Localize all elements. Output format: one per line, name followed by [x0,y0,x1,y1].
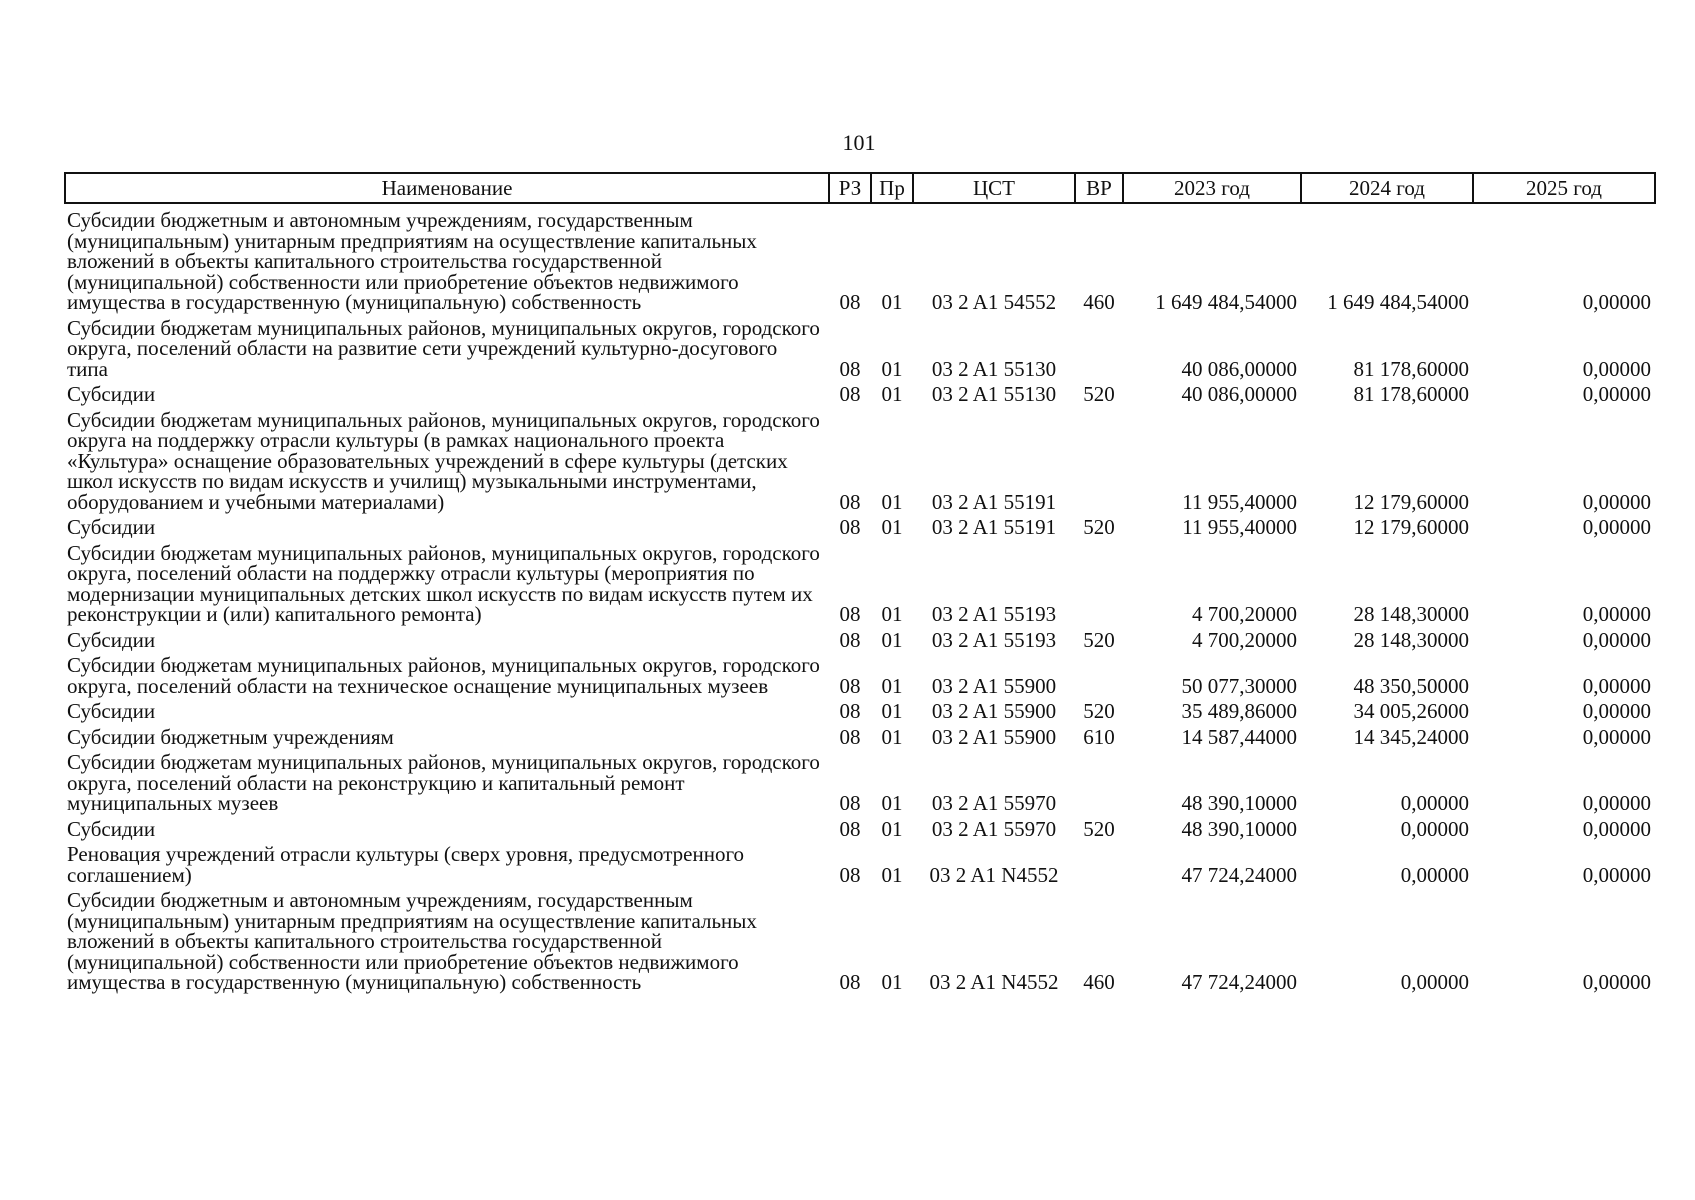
row-cst: 03 2 A1 55193 [931,627,1057,652]
row-vr: 520 [1083,627,1115,652]
row-cst: 03 2 A1 55970 [931,791,1057,815]
row-vr [1075,318,1123,385]
row-cst: 03 2 A1 55130 [931,356,1057,381]
row-2023: 40 086,00000 [1181,356,1297,381]
table-row [65,701,1655,727]
row-2024: 0,00000 [1400,970,1469,994]
row-cst: 03 2 A1 54552 [931,290,1057,314]
row-2025: 0,00000 [1582,673,1651,698]
row-name: Субсидии бюджетным и автономным учреждениям, государственным (муниципальным) унитарным предприятиям на осуществление капитальных вложений в объекты капитального строительства государственной (муниципальной) собственности или приобретение объектов недвижимого имущества в государственную (муниципальную) собственность [67,888,757,994]
row-pr: 01 [881,290,903,314]
header-pr: Пр [871,173,913,203]
table-row [65,543,1655,630]
row-2024: 12 179,60000 [1353,515,1469,539]
row-pr: 01 [881,382,903,406]
row-cst: 03 2 A1 55191 [931,489,1057,514]
row-2024: 34 005,26000 [1353,699,1469,723]
row-pr: 01 [881,699,903,723]
page-number: 101 [842,130,876,155]
row-vr: 610 [1083,724,1115,749]
row-name: Реновация учреждений отрасли культуры (сверх уровня, предусмотренного соглашением) [67,842,745,887]
row-2024: 81 178,60000 [1353,382,1469,406]
row-pr: 01 [881,862,903,887]
row-rz: 08 [839,602,861,626]
row-rz: 08 [839,970,861,994]
row-2024: 0,00000 [1400,816,1469,841]
row-2024: 0,00000 [1400,862,1469,887]
row-2025: 0,00000 [1582,290,1651,314]
row-rz: 08 [839,515,861,539]
row-pr: 01 [881,791,903,815]
row-rz: 08 [839,489,861,514]
row-2025: 0,00000 [1582,699,1651,723]
row-rz: 08 [839,699,861,723]
row-pr: 01 [881,515,903,539]
row-2023: 47 724,24000 [1181,970,1297,994]
row-2024: 12 179,60000 [1353,489,1469,514]
header-2024: 2024 год [1301,173,1473,203]
row-vr: 460 [1083,970,1115,994]
header-cst: ЦСТ [913,173,1075,203]
budget-table [64,172,1656,998]
row-2023: 48 390,10000 [1181,791,1297,815]
row-2025: 0,00000 [1582,602,1651,626]
row-2023: 35 489,86000 [1181,699,1297,723]
row-pr: 01 [881,673,903,698]
table-row [65,318,1655,385]
table-row [65,203,1655,318]
row-name: Субсидии бюджетным и автономным учреждениям, государственным (муниципальным) унитарным предприятиям на осуществление капитальных вложений в объекты капитального строительства государственной (муниципальной) собственности или приобретение объектов недвижимого имущества в государственную (муниципальную) собственность [67,208,757,314]
row-name: Субсидии бюджетам муниципальных районов, муниципальных округов, городского округа, поселений области на реконструкцию и капитальный ремонт муниципальных музеев [67,750,820,815]
row-2025: 0,00000 [1582,970,1651,994]
row-rz: 08 [839,290,861,314]
row-vr: 520 [1083,816,1115,841]
row-rz: 08 [839,356,861,381]
row-2025: 0,00000 [1582,515,1651,539]
row-name: Субсидии бюджетным учреждениям [67,724,394,749]
row-2023: 50 077,30000 [1181,673,1297,698]
row-vr: 520 [1083,382,1115,406]
row-vr: 460 [1083,290,1115,314]
row-2023: 11 955,40000 [1182,489,1297,514]
row-2025: 0,00000 [1582,791,1651,815]
row-pr: 01 [881,970,903,994]
row-cst: 03 2 A1 55900 [931,673,1057,698]
row-2023: 14 587,44000 [1181,724,1297,749]
table-row [65,630,1655,656]
table-row [65,410,1655,518]
header-name: Наименование [65,173,829,203]
row-2023: 1 649 484,54000 [1155,290,1297,314]
row-2024: 14 345,24000 [1353,724,1469,749]
header-2023: 2023 год [1123,173,1301,203]
row-name: Субсидии [67,382,156,406]
header-rz: РЗ [829,173,871,203]
row-pr: 01 [881,816,903,841]
row-2025: 0,00000 [1582,627,1651,652]
row-cst: 03 2 A1 N4552 [929,970,1059,994]
row-cst: 03 2 A1 55900 [931,724,1057,749]
header-vr: ВР [1075,173,1123,203]
table-row [65,517,1655,543]
row-cst: 03 2 A1 55900 [931,699,1057,723]
row-2024: 1 649 484,54000 [1327,290,1469,314]
row-name: Субсидии [67,515,156,539]
row-name: Субсидии бюджетам муниципальных районов, муниципальных округов, городского округа на поддержку отрасли культуры (в рамках национального проекта «Культура» оснащение образовательных учреждений в сфере культуры (детских школ искусств по видам искусств и училищ) музыкальными инструментами, оборудованием и учебными материалами) [67,407,820,514]
row-pr: 01 [881,489,903,514]
table-row [65,752,1655,819]
row-2024: 48 350,50000 [1353,673,1469,698]
row-vr: 520 [1083,515,1115,539]
row-2025: 0,00000 [1582,382,1651,406]
row-vr: 520 [1083,699,1115,723]
row-2024: 28 148,30000 [1353,627,1469,652]
row-2023: 40 086,00000 [1181,382,1297,406]
row-cst: 03 2 A1 55191 [931,515,1057,539]
table-row [65,844,1655,890]
row-rz: 08 [839,724,861,749]
row-2025: 0,00000 [1582,862,1651,887]
row-rz: 08 [839,673,861,698]
row-cst: 03 2 A1 55130 [931,382,1057,406]
row-vr [1075,410,1123,518]
row-2024: 28 148,30000 [1353,602,1469,626]
row-vr [1075,655,1123,701]
row-cst: 03 2 A1 55193 [931,602,1057,626]
row-2025: 0,00000 [1582,356,1651,381]
row-rz: 08 [839,862,861,887]
row-2024: 0,00000 [1400,791,1469,815]
row-name: Субсидии [67,699,156,723]
row-2023: 11 955,40000 [1182,515,1297,539]
row-pr: 01 [881,627,903,652]
row-name: Субсидии бюджетам муниципальных районов, муниципальных округов, городского округа, поселений области на развитие сети учреждений культурно-досугового типа [67,315,820,381]
row-2023: 4 700,20000 [1192,627,1297,652]
row-name: Субсидии [67,627,156,652]
row-rz: 08 [839,816,861,841]
row-vr [1075,752,1123,819]
row-2025: 0,00000 [1582,489,1651,514]
row-rz: 08 [839,627,861,652]
row-pr: 01 [881,724,903,749]
table-row [65,727,1655,753]
row-2024: 81 178,60000 [1353,356,1469,381]
table-row [65,655,1655,701]
row-rz: 08 [839,791,861,815]
row-name: Субсидии [67,816,156,841]
row-2025: 0,00000 [1582,816,1651,841]
row-rz: 08 [839,382,861,406]
row-cst: 03 2 A1 55970 [931,816,1057,841]
row-2025: 0,00000 [1582,724,1651,749]
row-pr: 01 [881,602,903,626]
row-cst: 03 2 A1 N4552 [929,862,1059,887]
row-2023: 47 724,24000 [1181,862,1297,887]
row-2023: 4 700,20000 [1192,602,1297,626]
table-body [65,203,1655,998]
table-row [65,384,1655,410]
header-2025: 2025 год [1473,173,1655,203]
row-pr: 01 [881,356,903,381]
row-name: Субсидии бюджетам муниципальных районов, муниципальных округов, городского округа, поселений области на техническое оснащение муниципальных музеев [67,653,820,698]
table-header-row [65,173,1655,203]
table-row [65,890,1655,998]
row-vr [1075,543,1123,630]
table-row [65,819,1655,845]
row-2023: 48 390,10000 [1181,816,1297,841]
row-name: Субсидии бюджетам муниципальных районов, муниципальных округов, городского округа, поселений области на поддержку отрасли культуры (мероприятия по модернизации муниципальных детских школ искусств по видам искусств путем их реконструкции и (или) капитального ремонта) [67,540,820,626]
row-vr [1075,844,1123,890]
